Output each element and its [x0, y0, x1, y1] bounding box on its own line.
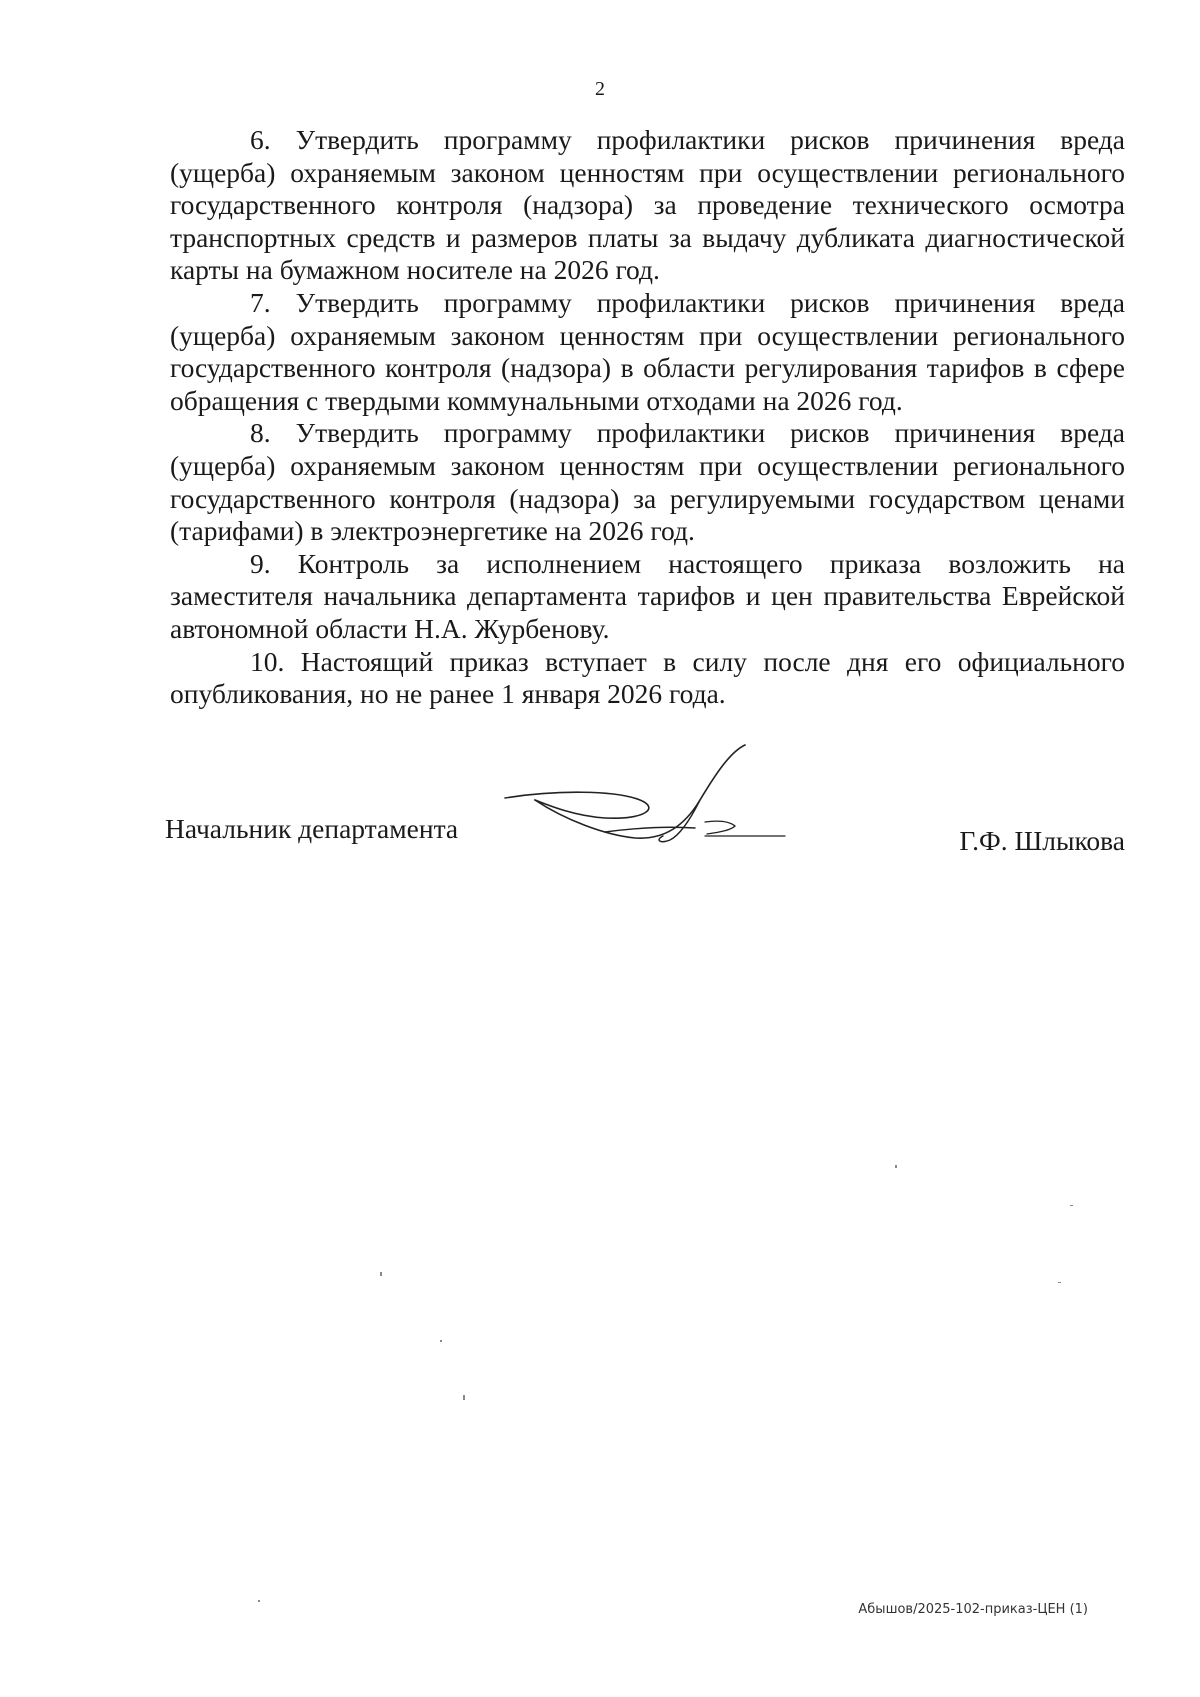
- scan-speck: [895, 1165, 897, 1168]
- signer-name: Г.Ф. Шлыкова: [959, 825, 1125, 856]
- scan-speck: [380, 1272, 382, 1276]
- scan-speck: [1070, 1205, 1073, 1206]
- paragraph-6: 6. Утвердить программу профилактики рисков причинения вреда (ущерба) охраняемым законом ценностям при осуществлении регионального государственного контроля (надзора) за проведение технического осмотра транспортных средств и размеров платы за выдачу дубликата диагностической карты на бумажном носителе на 2026 год.: [170, 124, 1125, 286]
- paragraph-7: 7. Утвердить программу профилактики рисков причинения вреда (ущерба) охраняемым законом ценностям при осуществлении регионального государственного контроля (надзора) в области регулирования тарифов в сфере обращения с твердыми коммунальными отходами на 2026 год.: [170, 286, 1125, 416]
- paragraph-9: 9. Контроль за исполнением настоящего приказа возложить на заместителя начальника департамента тарифов и цен правительства Еврейской автономной области Н.А. Журбенову.: [170, 547, 1125, 644]
- scan-speck: [440, 1340, 442, 1342]
- document-code: Абышов/2025-102-приказ-ЦЕН (1): [858, 1602, 1088, 1617]
- page-number: 2: [595, 78, 605, 100]
- document-body: [170, 124, 1125, 711]
- scan-speck: [1058, 1282, 1061, 1283]
- paragraph-10: 10. Настоящий приказ вступает в силу после дня его официального опубликования, но не ранее 1 января 2026 года.: [170, 645, 1125, 710]
- scan-speck: [258, 1600, 260, 1602]
- paragraph-8: 8. Утвердить программу профилактики рисков причинения вреда (ущерба) охраняемым законом ценностям при осуществлении регионального государственного контроля (надзора) за регулируемыми государством ценами (тарифами) в электроэнергетике на 2026 год.: [170, 417, 1125, 547]
- handwritten-signature: [495, 740, 805, 860]
- signer-position: Начальник департамента: [165, 813, 459, 844]
- scan-speck: [463, 1395, 465, 1400]
